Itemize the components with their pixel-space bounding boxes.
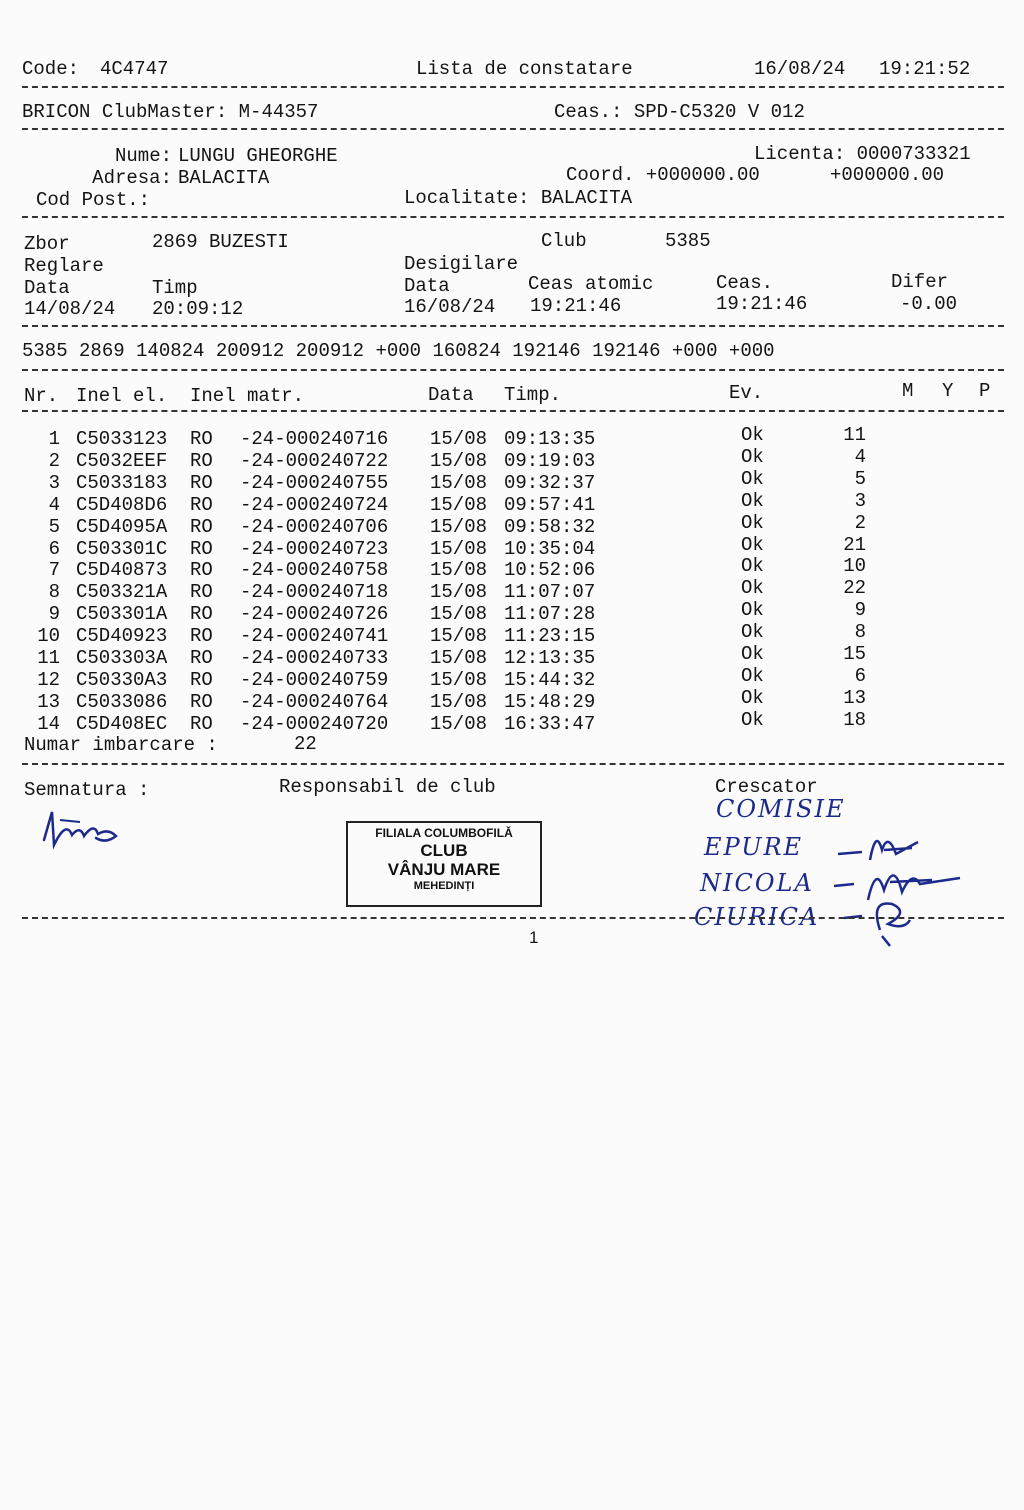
- cell-position: 2: [854, 511, 866, 534]
- data-label-2: Data: [404, 275, 450, 297]
- cell-ev: Ok: [741, 467, 764, 490]
- cell-data: 15/08: [430, 647, 488, 669]
- cell-nr: 9: [48, 603, 60, 626]
- cell-nr: 11: [37, 647, 60, 669]
- breeder-label: Crescator: [715, 776, 818, 798]
- col-m: M: [902, 380, 914, 402]
- nume-label: Nume:: [114, 145, 172, 167]
- cell-nr: 4: [48, 493, 60, 516]
- cell-position: 18: [843, 708, 866, 731]
- cell-inel-matr: -24-000240723: [240, 537, 389, 560]
- club-stamp: [346, 821, 542, 907]
- header-date: 16/08/24: [754, 58, 846, 80]
- cell-inel-el: C503301C: [76, 537, 168, 560]
- cell-timp: 09:32:37: [504, 471, 596, 494]
- cell-position: 4: [854, 445, 866, 468]
- divider: [22, 369, 1004, 371]
- cell-nr: 8: [48, 581, 60, 604]
- cell-position: 15: [843, 643, 866, 665]
- cell-ev: Ok: [741, 555, 764, 578]
- cell-data: 15/08: [430, 428, 488, 450]
- cell-nr: 12: [37, 668, 60, 691]
- cell-nr: 1: [48, 428, 60, 450]
- cell-nr: 10: [37, 625, 60, 648]
- cell-inel-matr: -24-000240733: [240, 647, 389, 669]
- divider: [22, 128, 1004, 130]
- cell-inel-matr: -24-000240759: [240, 668, 389, 691]
- desigilare-date: 16/08/24: [404, 296, 496, 318]
- col-inel-matr: Inel matr.: [190, 385, 305, 407]
- cell-data: 15/08: [430, 537, 488, 560]
- cell-inel-matr: -24-000240716: [240, 428, 389, 450]
- cell-country: RO: [190, 471, 213, 494]
- owner-signature: [36, 800, 126, 860]
- handwritten-comisie: COMISIE: [716, 795, 846, 823]
- divider: [22, 917, 1004, 919]
- ceas-label: Ceas.: [716, 272, 774, 294]
- cell-position: 9: [854, 599, 866, 622]
- postal-code-label: Cod Post.:: [36, 189, 151, 211]
- cell-inel-matr: -24-000240755: [240, 471, 389, 494]
- cell-inel-el: C5032EEF: [76, 449, 168, 472]
- cell-timp: 09:58:32: [504, 515, 596, 538]
- licence: Licenta: 0000733321: [754, 143, 971, 165]
- cell-timp: 11:07:07: [504, 581, 596, 604]
- col-nr: Nr.: [24, 385, 59, 407]
- code-line: 5385 2869 140824 200912 200912 +000 160824 192146 192146 +000 +000: [22, 340, 775, 362]
- atomic-clock-time: 19:21:46: [530, 295, 622, 317]
- stamp-line-3: VÂNJU MARE: [387, 860, 501, 880]
- cell-country: RO: [190, 603, 213, 626]
- code-label: Code:: [22, 58, 80, 80]
- coord-longitude: +000000.00: [830, 164, 945, 186]
- cell-data: 15/08: [430, 581, 488, 604]
- cell-ev: Ok: [741, 708, 764, 731]
- cell-nr: 3: [48, 471, 60, 494]
- divider: [22, 410, 1004, 412]
- cell-timp: 11:23:15: [504, 625, 596, 648]
- cell-data: 15/08: [430, 493, 488, 516]
- locality: Localitate: BALACITA: [404, 187, 633, 209]
- cell-inel-el: C503303A: [76, 647, 168, 669]
- signature-label: Semnatura :: [24, 779, 150, 801]
- cell-country: RO: [190, 668, 213, 691]
- cell-nr: 5: [48, 515, 60, 538]
- stamp-line-1: FILIALA COLUMBOFILĂ: [375, 826, 513, 840]
- cell-inel-el: C5D4095A: [76, 515, 168, 538]
- cell-country: RO: [190, 515, 213, 538]
- cell-inel-matr: -24-000240758: [240, 559, 389, 582]
- divider: [22, 86, 1004, 88]
- clock-id: Ceas.: SPD-C5320 V 012: [554, 101, 805, 123]
- code-value: 4C4747: [100, 58, 169, 80]
- reglare-date: 14/08/24: [24, 298, 116, 320]
- cell-position: 13: [843, 686, 866, 709]
- cell-position: 21: [843, 533, 866, 556]
- cell-nr: 7: [48, 559, 60, 582]
- data-label: Data: [24, 277, 70, 299]
- handwritten-name-3: CIURICA: [694, 903, 820, 931]
- cell-data: 15/08: [430, 449, 488, 472]
- coord-latitude: Coord. +000000.00: [566, 164, 760, 186]
- timp-label: Timp: [152, 277, 198, 299]
- cell-timp: 09:13:35: [504, 428, 596, 450]
- club-label: Club: [541, 230, 587, 252]
- cell-inel-el: C5033183: [76, 471, 168, 494]
- cell-ev: Ok: [741, 489, 764, 512]
- cell-inel-matr: -24-000240718: [240, 581, 389, 604]
- cell-country: RO: [190, 537, 213, 560]
- cell-inel-matr: -24-000240706: [240, 515, 389, 538]
- cell-timp: 15:44:32: [504, 668, 596, 691]
- cell-position: 3: [854, 489, 866, 512]
- cell-ev: Ok: [741, 511, 764, 534]
- col-data: Data: [428, 384, 474, 406]
- cell-data: 15/08: [430, 515, 488, 538]
- cell-ev: Ok: [741, 599, 764, 622]
- divider: [22, 763, 1004, 765]
- desigilare-label: Desigilare: [404, 253, 519, 275]
- cell-country: RO: [190, 712, 213, 735]
- cell-data: 15/08: [430, 690, 488, 713]
- cell-inel-el: C5033123: [76, 428, 168, 450]
- owner-address: BALACITA: [178, 167, 270, 189]
- cell-timp: 09:57:41: [504, 493, 596, 516]
- cell-inel-el: C5D408EC: [76, 712, 168, 735]
- cell-country: RO: [190, 647, 213, 669]
- adresa-label: Adresa:: [92, 167, 172, 189]
- cell-country: RO: [190, 428, 213, 450]
- cell-country: RO: [190, 559, 213, 582]
- cell-country: RO: [190, 690, 213, 713]
- difference: -0.00: [900, 293, 958, 315]
- page-title: Lista de constatare: [416, 58, 633, 80]
- reglare-time: 20:09:12: [152, 298, 244, 320]
- cell-position: 22: [843, 577, 866, 600]
- cell-inel-el: C5D40873: [76, 559, 168, 582]
- cell-ev: Ok: [741, 686, 764, 709]
- cell-data: 15/08: [430, 559, 488, 582]
- cell-ev: Ok: [741, 533, 764, 556]
- cell-inel-matr: -24-000240726: [240, 603, 389, 626]
- col-ev: Ev.: [729, 382, 764, 404]
- header-time: 19:21:52: [879, 58, 971, 80]
- cell-data: 15/08: [430, 712, 488, 735]
- cell-inel-matr: -24-000240741: [240, 625, 389, 648]
- cell-inel-matr: -24-000240722: [240, 449, 389, 472]
- cell-position: 6: [854, 664, 866, 687]
- cell-inel-el: C5D40923: [76, 625, 168, 648]
- cell-data: 15/08: [430, 471, 488, 494]
- cell-nr: 6: [48, 537, 60, 560]
- cell-position: 10: [843, 555, 866, 578]
- club-responsible-label: Responsabil de club: [279, 776, 496, 798]
- cell-timp: 15:48:29: [504, 690, 596, 713]
- cell-position: 8: [854, 621, 866, 644]
- cell-ev: Ok: [741, 664, 764, 687]
- cell-timp: 10:52:06: [504, 559, 596, 582]
- cell-ev: Ok: [741, 621, 764, 644]
- cell-ev: Ok: [741, 424, 764, 446]
- stamp-line-2: CLUB: [420, 840, 468, 860]
- commission-signatures: [820, 820, 980, 950]
- boarding-count: 22: [294, 733, 317, 755]
- cell-inel-el: C503321A: [76, 581, 168, 604]
- col-y: Y: [942, 380, 954, 402]
- clubmaster-id: BRICON ClubMaster: M-44357: [22, 101, 319, 123]
- cell-inel-matr: -24-000240724: [240, 493, 389, 516]
- cell-data: 15/08: [430, 625, 488, 648]
- col-inel-el: Inel el.: [76, 385, 168, 407]
- boarding-count-label: Numar imbarcare :: [24, 734, 218, 756]
- cell-country: RO: [190, 581, 213, 604]
- divider: [22, 325, 1004, 327]
- cell-nr: 13: [37, 690, 60, 713]
- cell-data: 15/08: [430, 603, 488, 626]
- cell-country: RO: [190, 449, 213, 472]
- owner-name: LUNGU GHEORGHE: [178, 145, 338, 167]
- cell-inel-matr: -24-000240764: [240, 690, 389, 713]
- cell-inel-el: C5D408D6: [76, 493, 168, 516]
- cell-country: RO: [190, 625, 213, 648]
- cell-timp: 09:19:03: [504, 449, 596, 472]
- ceas-atomic-label: Ceas atomic: [528, 273, 654, 295]
- cell-ev: Ok: [741, 577, 764, 600]
- cell-inel-el: C5033086: [76, 690, 168, 713]
- divider: [22, 216, 1004, 218]
- cell-nr: 2: [48, 449, 60, 472]
- difer-label: Difer: [891, 271, 949, 293]
- handwritten-name-1: EPURE: [704, 833, 804, 861]
- cell-timp: 16:33:47: [504, 712, 596, 735]
- cell-inel-el: C503301A: [76, 603, 168, 626]
- cell-inel-el: C50330A3: [76, 668, 168, 691]
- handwritten-name-2: NICOLA: [700, 869, 814, 897]
- col-p: P: [979, 380, 991, 402]
- cell-ev: Ok: [741, 643, 764, 665]
- reglare-label: Reglare: [24, 255, 104, 277]
- col-timp: Timp.: [504, 384, 562, 406]
- cell-timp: 10:35:04: [504, 537, 596, 560]
- cell-data: 15/08: [430, 668, 488, 691]
- cell-timp: 11:07:28: [504, 603, 596, 626]
- clock-time: 19:21:46: [716, 293, 808, 315]
- zbor-label: Zbor: [24, 233, 70, 255]
- cell-position: 11: [843, 424, 866, 446]
- stamp-line-4: MEHEDINȚI: [413, 879, 475, 892]
- cell-position: 5: [854, 467, 866, 490]
- club-number: 5385: [665, 230, 711, 252]
- cell-country: RO: [190, 493, 213, 516]
- cell-nr: 14: [37, 712, 60, 735]
- cell-ev: Ok: [741, 445, 764, 468]
- page-number: 1: [529, 928, 539, 947]
- cell-timp: 12:13:35: [504, 647, 596, 669]
- flight-name: 2869 BUZESTI: [152, 231, 289, 253]
- cell-inel-matr: -24-000240720: [240, 712, 389, 735]
